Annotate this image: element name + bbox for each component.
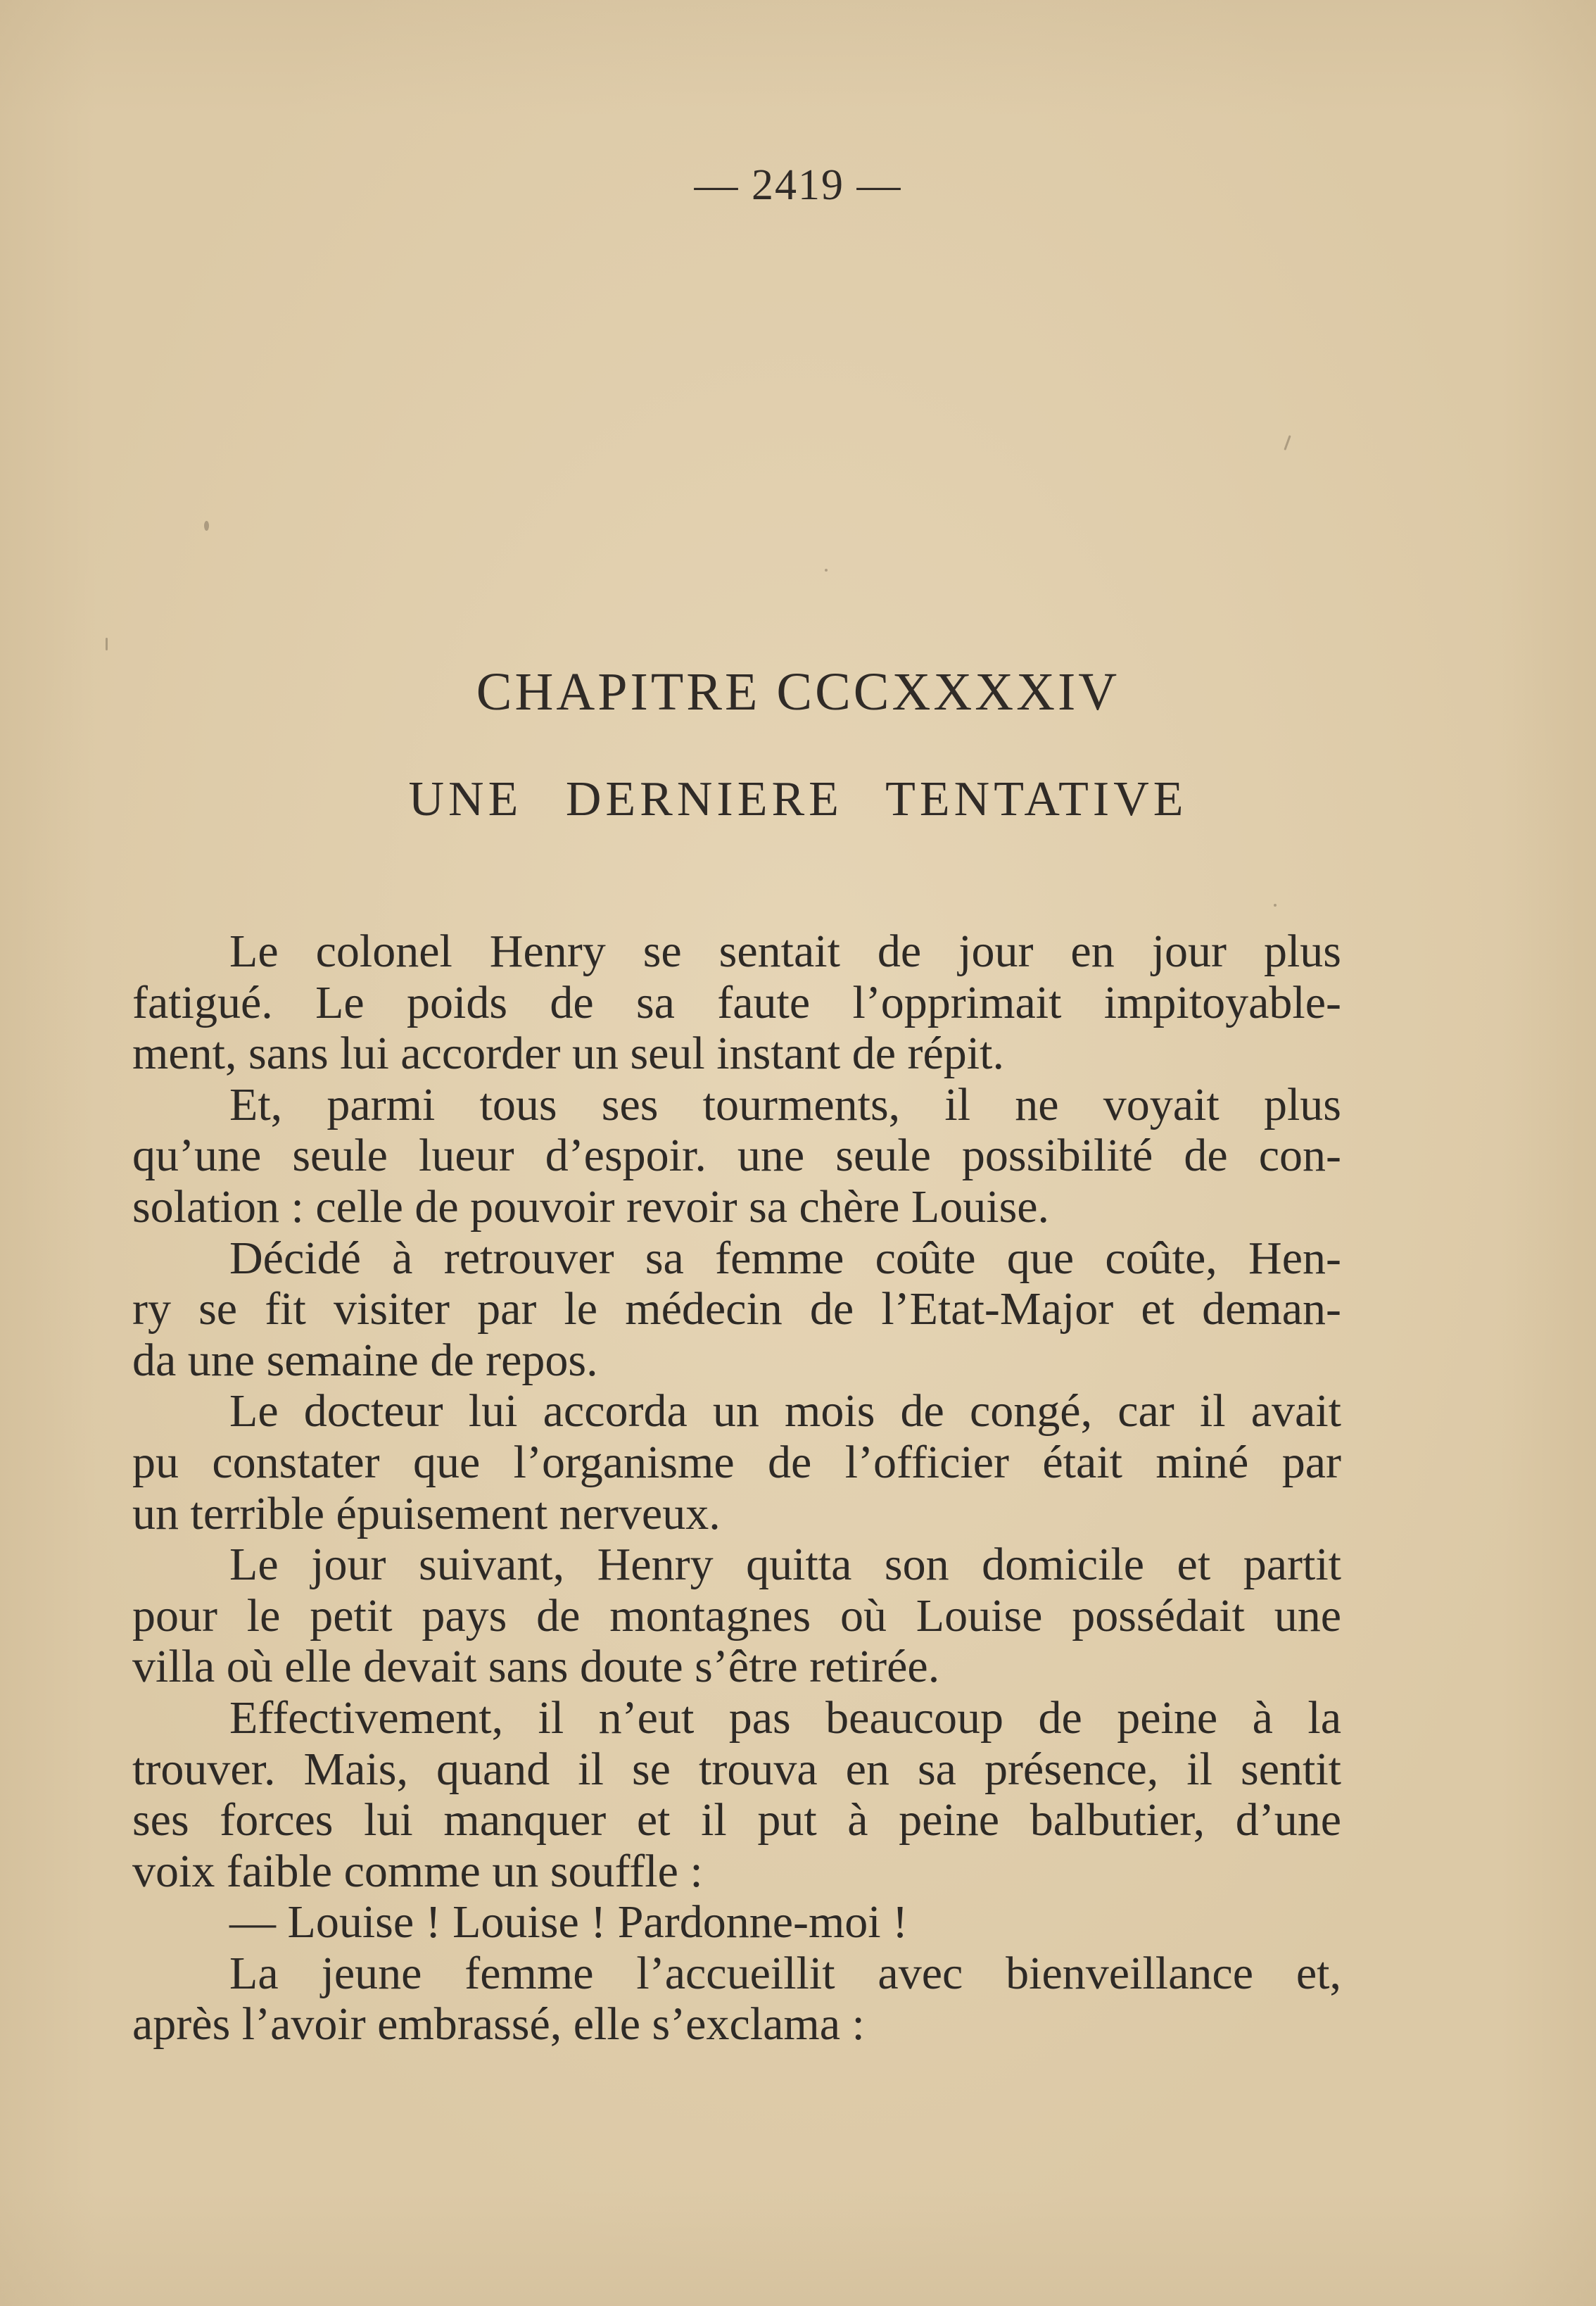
text-line: La jeune femme l’accueillit avec bienveillance et, bbox=[229, 1947, 1341, 1999]
text-line: da une semaine de repos. bbox=[132, 1334, 598, 1386]
text-line: ses forces lui manquer et il put à peine balbutier, d’une bbox=[132, 1794, 1341, 1846]
text-line: Effectivement, il n’eut pas beaucoup de peine à la bbox=[229, 1691, 1341, 1744]
text-line: trouver. Mais, quand il se trouva en sa présence, il sentit bbox=[132, 1743, 1341, 1795]
text-line: pour le petit pays de montagnes où Louise possédait une bbox=[132, 1589, 1341, 1642]
text-line: Le docteur lui accorda un mois de congé, car il avait bbox=[229, 1385, 1341, 1437]
text-line: Le colonel Henry se sentait de jour en jour plus bbox=[229, 926, 1341, 977]
chapter-subtitle: UNE DERNIERE TENTATIVE bbox=[408, 772, 1188, 826]
text-line: ment, sans lui accorder un seul instant de répit. bbox=[132, 1028, 1004, 1080]
text-line: voix faible comme un souffle : bbox=[132, 1845, 703, 1897]
text-line: un terrible épuisement nerveux. bbox=[132, 1487, 721, 1539]
text-line: Décidé à retrouver sa femme coûte que coûte, Hen- bbox=[229, 1232, 1341, 1284]
paper-speck bbox=[825, 569, 828, 572]
paper-speck bbox=[1274, 904, 1277, 907]
text-line: après l’avoir embrassé, elle s’exclama : bbox=[132, 1998, 865, 2050]
paper-speck bbox=[1284, 435, 1291, 451]
text-line: pu constater que l’organisme de l’officier était miné par bbox=[132, 1436, 1341, 1488]
paper-speck bbox=[204, 521, 209, 531]
text-line: — Louise ! Louise ! Pardonne-moi ! bbox=[229, 1896, 908, 1948]
page-number: — 2419 — bbox=[694, 161, 902, 209]
text-line: Le jour suivant, Henry quitta son domicile et partit bbox=[229, 1539, 1341, 1591]
text-line: solation : celle de pouvoir revoir sa chère Louise. bbox=[132, 1180, 1050, 1233]
text-line: ry se fit visiter par le médecin de l’Etat-Major et deman- bbox=[132, 1283, 1341, 1335]
paper-speck bbox=[106, 638, 108, 650]
body-text bbox=[132, 926, 1341, 2050]
text-line: qu’une seule lueur d’espoir. une seule possibilité de con- bbox=[132, 1130, 1341, 1182]
text-line: Et, parmi tous ses tourments, il ne voyait plus bbox=[229, 1078, 1341, 1130]
text-line: fatigué. Le poids de sa faute l’opprimait impitoyable- bbox=[132, 976, 1341, 1028]
chapter-title: CHAPITRE CCCXXXXIV bbox=[476, 662, 1120, 722]
text-line: villa où elle devait sans doute s’être retirée. bbox=[132, 1641, 940, 1693]
